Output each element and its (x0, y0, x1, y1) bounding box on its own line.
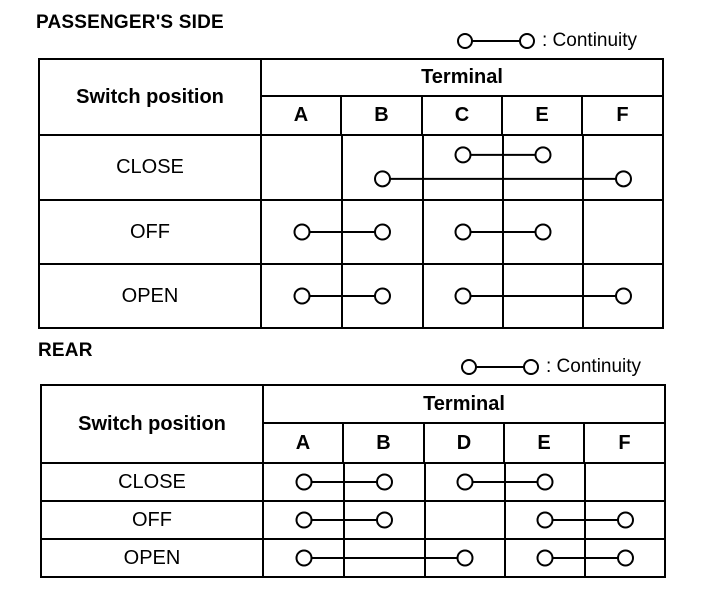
legend-text: : Continuity (542, 30, 638, 51)
terminal-node (375, 171, 390, 186)
terminal-node (458, 551, 473, 566)
terminal-label: F (584, 423, 665, 463)
continuity-cell (263, 501, 665, 539)
switch-position-label: CLOSE (39, 135, 261, 200)
terminal-node (618, 551, 633, 566)
continuity-cell (263, 539, 665, 577)
continuity-table-passengers-side (38, 58, 664, 329)
terminal-node (297, 551, 312, 566)
terminal-label: F (582, 96, 663, 135)
terminal-node (536, 225, 551, 240)
terminal-label: D (424, 423, 504, 463)
continuity-legend-passengers-side (456, 30, 637, 52)
terminal-label: B (343, 423, 424, 463)
terminal-header: Terminal (263, 385, 665, 423)
table-row (39, 135, 663, 200)
switch-position-label: OFF (41, 501, 263, 539)
switch-position-header: Switch position (39, 59, 261, 135)
section-title-rear: REAR (38, 340, 93, 361)
terminal-label: B (341, 96, 422, 135)
continuity-connection (456, 289, 632, 304)
legend-text: : Continuity (546, 356, 642, 377)
table-row (41, 501, 665, 539)
terminal-node (538, 475, 553, 490)
continuity-cell (261, 264, 663, 328)
section-title-passengers-side: PASSENGER'S SIDE (36, 12, 224, 33)
terminal-header: Terminal (261, 59, 663, 96)
terminal-node (538, 551, 553, 566)
switch-position-label: CLOSE (41, 463, 263, 501)
terminal-node (456, 225, 471, 240)
terminal-node (536, 147, 551, 162)
continuity-symbol-icon (456, 31, 536, 51)
continuity-connection (297, 551, 473, 566)
table-row (39, 264, 663, 328)
terminal-node (295, 289, 310, 304)
terminal-node (456, 147, 471, 162)
table-row (41, 463, 665, 501)
terminal-label: A (263, 423, 343, 463)
continuity-table-rear (40, 384, 666, 578)
terminal-node (618, 513, 633, 528)
terminal-node (377, 513, 392, 528)
switch-position-label: OPEN (41, 539, 263, 577)
terminal-node (538, 513, 553, 528)
continuity-symbols (262, 201, 664, 263)
continuity-legend-rear (460, 356, 641, 378)
terminal-node (616, 289, 631, 304)
terminal-node (297, 513, 312, 528)
continuity-symbols (264, 502, 666, 538)
continuity-symbols (264, 464, 666, 500)
continuity-symbol-icon (460, 357, 540, 377)
continuity-cell (263, 463, 665, 501)
terminal-node (616, 171, 631, 186)
terminal-node (377, 475, 392, 490)
continuity-symbols (262, 265, 664, 327)
terminal-label: E (502, 96, 582, 135)
table-row (39, 200, 663, 264)
continuity-cell (261, 135, 663, 200)
continuity-symbols (264, 540, 666, 576)
terminal-node (375, 289, 390, 304)
terminal-label: E (504, 423, 584, 463)
table-row (41, 539, 665, 577)
continuity-cell (261, 200, 663, 264)
switch-position-label: OPEN (39, 264, 261, 328)
terminal-node (297, 475, 312, 490)
terminal-label: C (422, 96, 502, 135)
terminal-node (458, 475, 473, 490)
switch-position-label: OFF (39, 200, 261, 264)
terminal-node (456, 289, 471, 304)
continuity-symbols (262, 136, 664, 199)
terminal-node (295, 225, 310, 240)
terminal-label: A (261, 96, 341, 135)
terminal-node (375, 225, 390, 240)
switch-position-header: Switch position (41, 385, 263, 463)
